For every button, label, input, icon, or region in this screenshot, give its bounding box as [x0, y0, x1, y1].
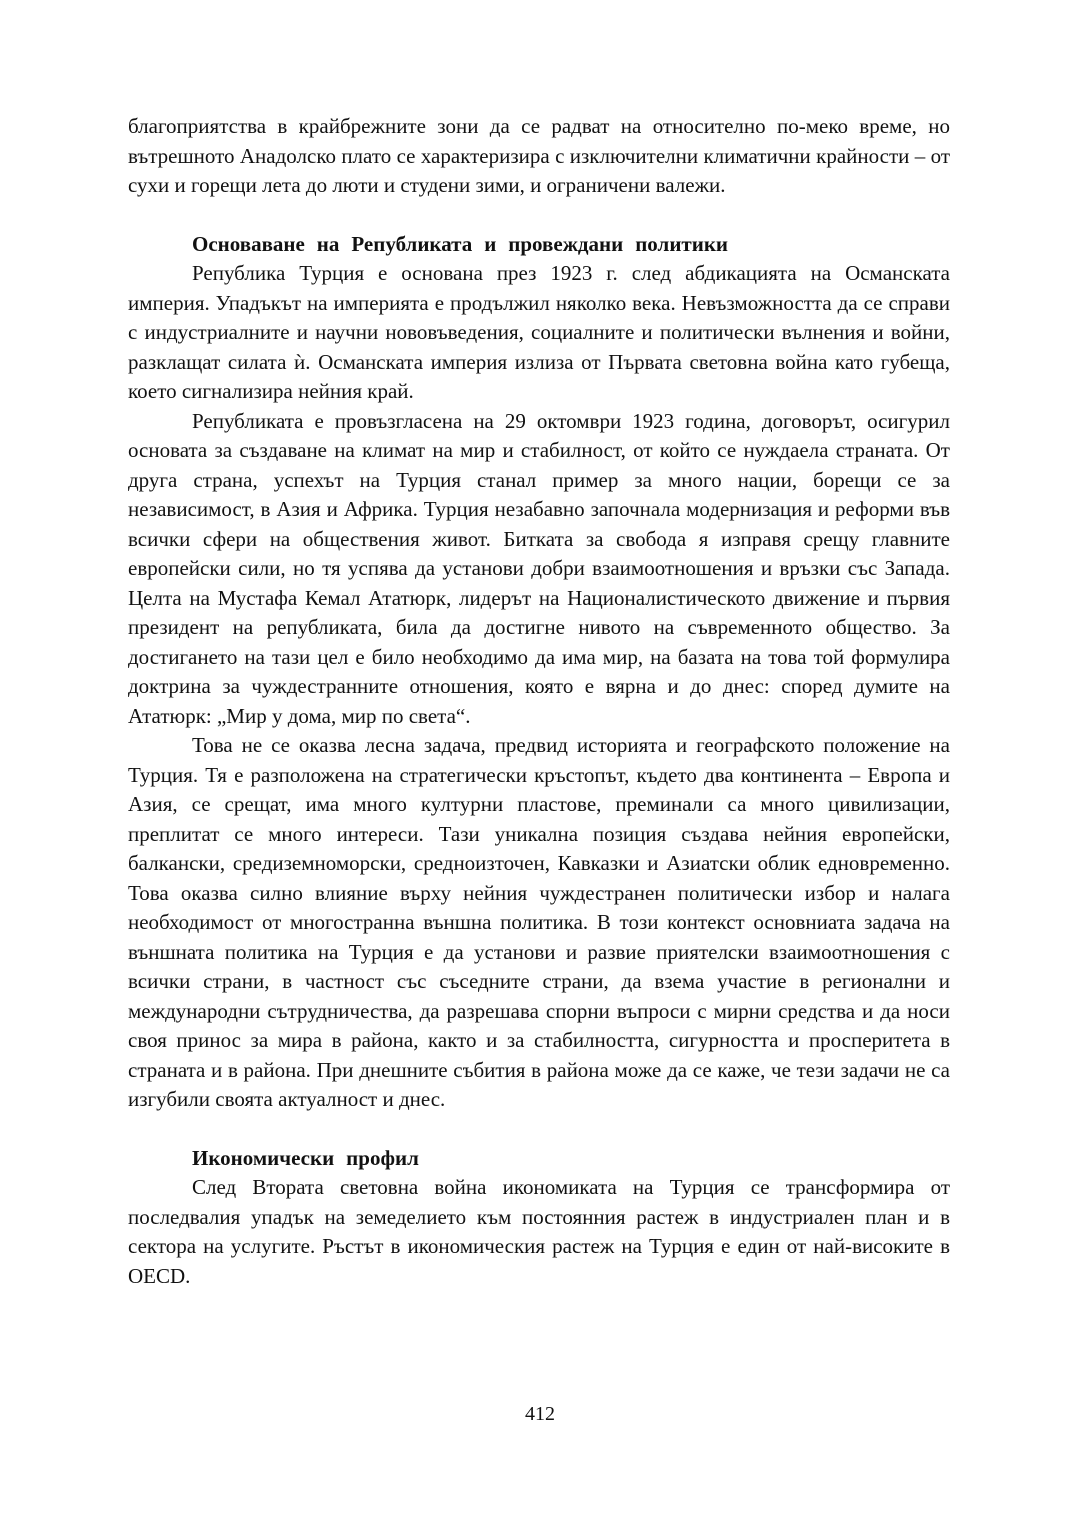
paragraph-continuation: благоприятства в крайбрежните зони да се радват на относително по-меко време, но вътрешното Анадолско плато се характеризира с изключителни климатични крайности – от сухи и горещи лета до люти и студени зими, и ограничени валежи.	[128, 114, 950, 197]
paragraph-economic-1: След Втората световна война икономиката на Турция се трансформира от последвалия упадък на земеделието към постоянния растеж в индустриален план и в сектора на услугите. Ръстът в икономическия растеж на Турция е един от най-високите в OECD.	[128, 1175, 950, 1288]
paragraph-republic-3: Това не се оказва лесна задача, предвид историята и географското положение на Турция. Тя е разположена на стратегически кръстопът, където два континента – Европа и Азия, се срещат, има много културни пластове, преминали са много цивилизации, преплитат се много интереси. Тази уникална позиция създава нейния европейски, балкански, средиземноморски, средноизточен, Кавказки и Азиатски облик едновременно. Това оказва силно влияние върху нейния чуждестранен политически избор и налага необходимост от многостранна външна политика. В този контекст основниата задача на външната политика на Турция е да установи и развие приятелски взаимоотношения с всички страни, в частност със съседните страни, да взема участие в регионални и международни сътрудничества, да разрешава спорни въпроси с мирни средства и да носи своя принос за мира в района, както и за стабилността, сигурността и просперитета в страната и в района. При днешните събития в района може да се каже, че тези задачи не са изгубили своята актуалност и днес.	[128, 733, 950, 1111]
paragraph-republic-1: Република Турция е основана през 1923 г. след абдикацията на Османската империя. Упадъкът на империята е продължил няколко века. Невъзможността да се справи с индустриалните и научни нововъведения, социалните и политически вълнения и войни, разклащат силата ѝ. Османската империя излиза от Първата световна война като губеща, което сигнализира нейния край.	[128, 261, 950, 403]
section-heading-republic-founding: Основаване на Републиката и провеждани политики	[192, 231, 729, 256]
section-heading-economic-profile: Икономически профил	[192, 1145, 419, 1170]
paragraph-republic-2: Републиката е провъзгласена на 29 октомври 1923 година, договорът, осигурил основата за създаване на климат на мир и стабилност, от който се нуждаела страната. От друга страна, успехът на Турция станал пример за много нации, борещи се за независимост, в Азия и Африка. Турция незабавно започнала модернизация и реформи във всички сфери на обществения живот. Битката за свобода я изправя срещу главните европейски сили, но тя успява да установи добри взаимоотношения и връзки със Запада. Целта на Мустафа Кемал Ататюрк, лидерът на Националистическото движение и първия президент на републиката, била да достигне нивото на съвременното общество. За достигането на тази цел е било необходимо да има мир, на базата на това той формулира доктрина за чуждестранните отношения, която е вярна и до днес: според думите на Ататюрк: „Мир у дома, мир по света“.	[128, 408, 950, 728]
page-number: 412	[525, 1403, 555, 1425]
